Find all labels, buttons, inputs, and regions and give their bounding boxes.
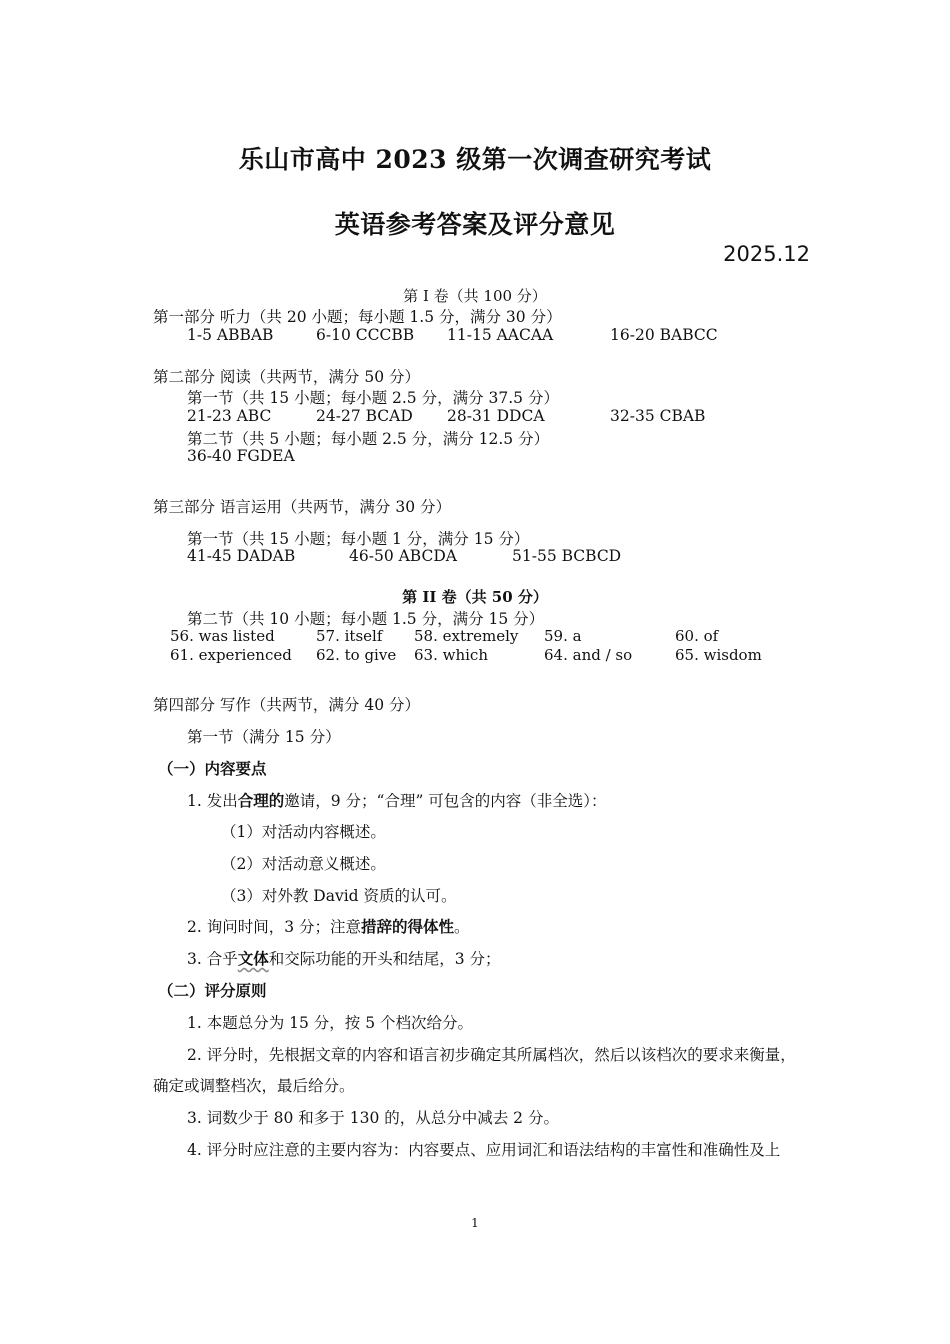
- rule-2-line-2: 确定或调整档次，最后给分。: [153, 1077, 355, 1095]
- part1-heading: 第一部分 听力（共 20 小题；每小题 1.5 分，满分 30 分）: [153, 308, 562, 326]
- fill-answer: 58. extremely: [414, 627, 519, 645]
- volume1-heading: 第 I 卷（共 100 分）: [403, 287, 547, 305]
- answer-group: 21-23 ABC: [187, 407, 272, 425]
- text-span: 2. 询问时间，3 分；注意: [187, 918, 362, 936]
- answer-group: 16-20 BABCC: [610, 326, 718, 344]
- part3-heading: 第三部分 语言运用（共两节，满分 30 分）: [153, 498, 452, 516]
- page-number: 1: [471, 1216, 479, 1230]
- content-point-1: [187, 789, 607, 811]
- text-span: 3. 合乎: [187, 950, 238, 968]
- fill-answer: 56. was listed: [170, 627, 275, 645]
- content-sub-1: （1）对活动内容概述。: [221, 823, 386, 841]
- rule-3: 3. 词数少于 80 和多于 130 的，从总分中减去 2 分。: [187, 1109, 559, 1127]
- content-point-3: [187, 947, 501, 969]
- fill-answer: 57. itself: [316, 627, 383, 645]
- answer-group: 46-50 ABCDA: [349, 547, 457, 565]
- text-span: 1. 发出: [187, 792, 238, 810]
- text-span: 。: [454, 918, 470, 936]
- fill-answer: 59. a: [544, 627, 582, 645]
- part4-heading: 第四部分 写作（共两节，满分 40 分）: [153, 696, 421, 714]
- answer-group: 11-15 AACAA: [447, 326, 554, 344]
- answer-group: 1-5 ABBAB: [187, 326, 274, 344]
- rule-2-line-1: 2. 评分时，先根据文章的内容和语言初步确定其所属档次，然后以该档次的要求来衡量，: [187, 1046, 796, 1064]
- part2-section1: 第一节（共 15 小题；每小题 2.5 分，满分 37.5 分）: [187, 389, 559, 407]
- content-sub-3: （3）对外教 David 资质的认可。: [221, 887, 457, 905]
- rule-1: 1. 本题总分为 15 分，按 5 个档次给分。: [187, 1014, 474, 1032]
- fill-answer: 61. experienced: [170, 646, 292, 664]
- document-title: 乐山市高中 2023 级第一次调查研究考试: [238, 145, 712, 174]
- content-heading: （一）内容要点: [158, 759, 267, 778]
- part2-section2: 第二节（共 5 小题；每小题 2.5 分，满分 12.5 分）: [187, 430, 550, 448]
- answer-group: 51-55 BCBCD: [512, 547, 622, 565]
- text-span: 邀请，9 分；“合理” 可包含的内容（非全选）：: [284, 792, 607, 810]
- answer-group: 6-10 CCCBB: [316, 326, 415, 344]
- volume2-section2: 第二节（共 10 小题；每小题 1.5 分，满分 15 分）: [187, 610, 545, 628]
- fill-answer: 64. and / so: [544, 646, 633, 664]
- fill-answer: 62. to give: [316, 646, 397, 664]
- emphasis-text: 措辞的得体性: [361, 917, 455, 936]
- part2-heading: 第二部分 阅读（共两节，满分 50 分）: [153, 368, 421, 386]
- answer-group: 36-40 FGDEA: [187, 447, 295, 465]
- document-date: 2025.12: [723, 242, 810, 266]
- answer-group: 24-27 BCAD: [316, 407, 413, 425]
- emphasis-text: 文体: [237, 949, 269, 968]
- emphasis-text: 合理的: [237, 791, 285, 810]
- part3-section1: 第一节（共 15 小题；每小题 1 分，满分 15 分）: [187, 530, 530, 548]
- fill-answer: 60. of: [675, 627, 719, 645]
- content-sub-2: （2）对活动意义概述。: [221, 855, 386, 873]
- fill-answer: 63. which: [414, 646, 488, 664]
- answer-group: 41-45 DADAB: [187, 547, 296, 565]
- answer-group: 32-35 CBAB: [610, 407, 706, 425]
- answer-group: 28-31 DDCA: [447, 407, 545, 425]
- fill-answer: 65. wisdom: [675, 646, 762, 664]
- principle-heading: （二）评分原则: [158, 981, 267, 1000]
- document-subtitle: 英语参考答案及评分意见: [334, 210, 616, 239]
- part4-section1: 第一节（满分 15 分）: [187, 728, 341, 746]
- volume2-heading: 第 II 卷（共 50 分）: [402, 588, 548, 606]
- text-span: 和交际功能的开头和结尾，3 分；: [268, 950, 501, 968]
- rule-4: 4. 评分时应注意的主要内容为：内容要点、应用词汇和语法结构的丰富性和准确性及上: [187, 1141, 781, 1159]
- content-point-2: [187, 915, 470, 937]
